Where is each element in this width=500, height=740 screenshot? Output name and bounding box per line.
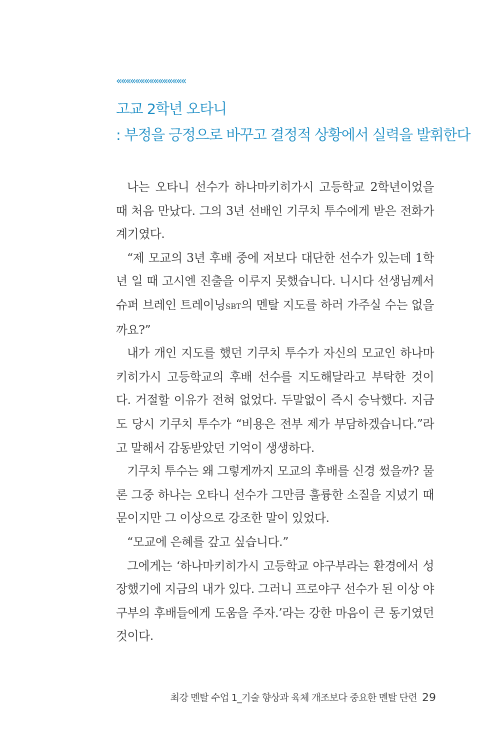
body-text [116, 176, 434, 649]
paragraph: 나는 오타니 선수가 하나마키히가시 고등학교 2학년이었을 때 처음 만났다. 그의 3년 선배인 기쿠치 투수에게 받은 전화가 계기였다. [116, 180, 434, 242]
heading-title: 고교 2학년 오타니 [116, 102, 227, 118]
section-heading [116, 97, 471, 149]
chevron-decoration: ««««««««««««««« [116, 76, 186, 87]
paragraph-quote [116, 247, 434, 342]
page-number: 29 [422, 691, 436, 704]
paragraph: 내가 개인 지도를 했던 기쿠치 투수가 자신의 모교인 하나마키히가시 고등학교의 후배 선수를 지도해달라고 부탁한 것이다. 거절할 이유가 전혀 없었다. 두말없이 즉시 승낙했다. 지금도 당시 기쿠치 투수가 “비용은 전부 제가 부담하겠습니다.”라고 말해서 감동받았던 기억이 생생하다. [116, 346, 434, 455]
quote-text-end: 의 멘탈 지도를 하러 가주실 수는 없을까요?” [116, 297, 434, 337]
page-footer [170, 690, 436, 704]
paragraph: 기쿠치 투수는 왜 그렇게까지 모교의 후배를 신경 썼을까? 물론 그중 하나는 오타니 선수가 그만큼 훌륭한 소질을 지녔기 때문이지만 그 이상으로 강조한 말이 있었다. [116, 464, 434, 526]
paragraph: 그에게는 ‘하나마키히가시 고등학교 야구부라는 환경에서 성장했기에 지금의 내가 있다. 그러니 프로야구 선수가 된 이상 야구부의 후배들에게 도움을 주자.’라는 강한 마음이 큰 동기였던 것이다. [116, 558, 434, 644]
paragraph-quote: “모교에 은혜를 갚고 싶습니다.” [127, 534, 289, 549]
quote-text: “제 모교의 3년 후배 중에 저보다 대단한 선수가 있는데 1학년 일 때 고시엔 진출을 이루지 못했습니다. 니시다 선생님께서 슈퍼 브레인 트레이닝 [116, 250, 434, 312]
running-title: 최강 멘탈 수업 1_기술 향상과 육체 개조보다 중요한 멘탈 단련 [170, 693, 417, 704]
heading-subtitle: : 부정을 긍정으로 바꾸고 결정적 상황에서 실력을 발휘한다 [116, 128, 471, 144]
sbt-subscript: SBT [225, 301, 242, 311]
